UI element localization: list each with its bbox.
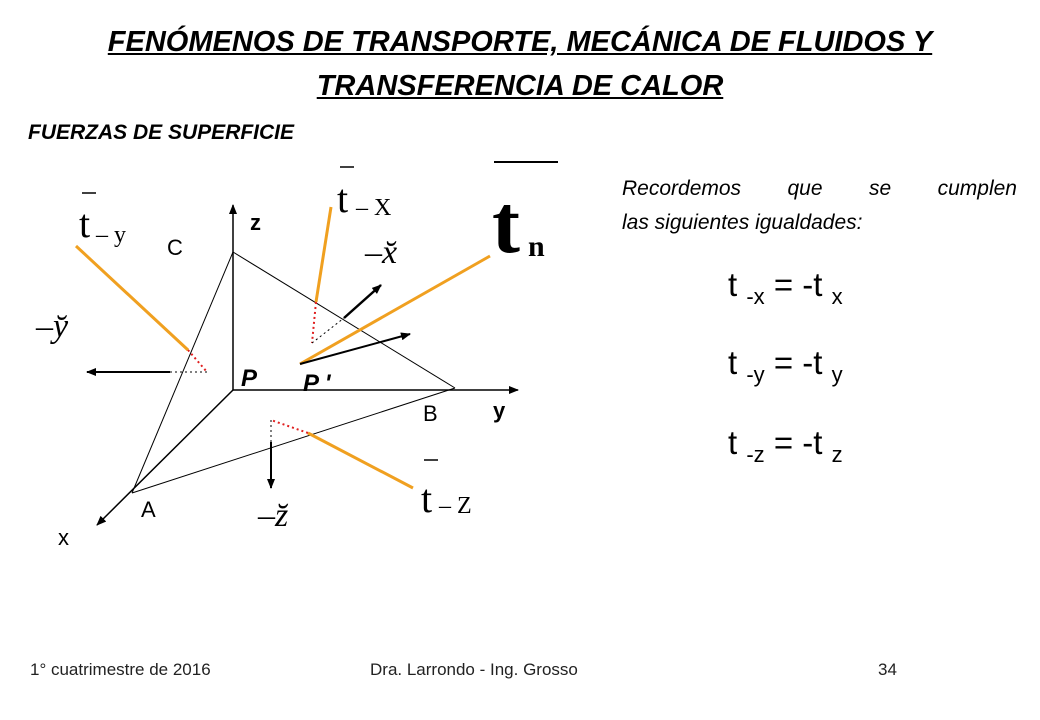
t-n-base: t	[492, 178, 520, 271]
edge-cb	[233, 252, 455, 388]
normal-unit-arrow	[300, 334, 410, 364]
vertex-c-label: C	[167, 235, 183, 260]
intro-text-line-1: Recordemos que se cumplen	[622, 177, 1017, 200]
footer-page-number: 34	[878, 660, 897, 679]
vertex-a-label: A	[141, 497, 156, 522]
title-line-2: TRANSFERENCIA DE CALOR	[316, 70, 724, 102]
neg-x-dotted-diag	[312, 318, 344, 343]
t-neg-z-base: t	[421, 476, 433, 521]
equation-x: t $_{-x}$ = -t $_x$	[728, 266, 843, 309]
footer-authors: Dra. Larrondo - Ing. Grosso	[370, 660, 578, 679]
section-title: FUERZAS DE SUPERFICIE	[28, 121, 295, 144]
traction-neg-x-arrow	[316, 207, 331, 302]
traction-neg-z-arrow	[308, 433, 413, 488]
t-neg-x-base: t	[337, 176, 349, 221]
traction-neg-y-arrow	[76, 246, 188, 350]
t-neg-y-sub: – y	[96, 222, 126, 248]
equation-y: t $_{-y}$ = -t $_y$	[728, 344, 843, 387]
title-line-1: FENÓMENOS DE TRANSPORTE, MECÁNICA DE FLUIDOS Y	[107, 26, 933, 58]
neg-z-dotted-link	[271, 420, 308, 433]
z-axis-label: z	[250, 210, 261, 235]
t-n-sub: n	[528, 230, 545, 263]
point-p-prime-label: P '	[303, 370, 331, 397]
unit-neg-y-label: –y̆	[36, 308, 69, 345]
t-neg-y-base: t	[79, 201, 91, 246]
vertex-b-label: B	[423, 401, 438, 426]
equation-z: t $_{-z}$ = -t $_z$	[728, 424, 843, 467]
point-p-label: P	[241, 365, 258, 392]
footer-semester: 1° cuatrimestre de 2016	[30, 660, 211, 679]
neg-x-unit-arrow	[344, 285, 381, 318]
t-neg-x-sub: – X	[356, 195, 392, 221]
unit-neg-x-label: –x̆	[365, 234, 398, 271]
x-axis-label: x	[58, 525, 69, 550]
neg-x-dotted-link	[312, 302, 316, 343]
x-axis	[97, 390, 233, 525]
t-neg-z-sub: – Z	[439, 493, 472, 519]
edge-ab	[132, 388, 455, 493]
intro-text-line-2: las siguientes igualdades:	[622, 211, 863, 234]
y-axis-label: y	[493, 398, 506, 423]
unit-neg-z-label: –z̆	[258, 497, 289, 534]
